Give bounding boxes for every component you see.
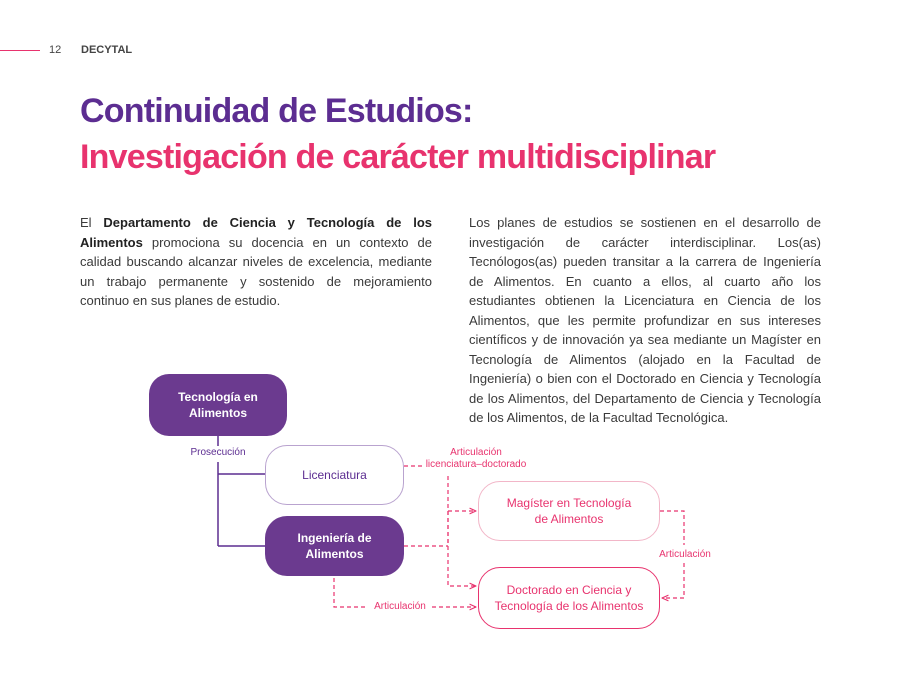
label-articulacion-right: Articulación	[659, 549, 711, 560]
page-number: 12	[49, 44, 62, 56]
label-articulacion-lic-doc	[408, 447, 544, 471]
node-ingenieria-de-alimentos	[265, 516, 404, 576]
node-magister	[478, 481, 660, 541]
brand-name: DECYTAL	[81, 44, 133, 56]
header-rule	[0, 50, 40, 51]
node-licenciatura	[265, 445, 404, 505]
node-magister-label: Magíster en Tecnología de Alimentos	[506, 496, 632, 526]
articulacion-right-line	[660, 511, 684, 545]
label-articulacion-lic-doc-line2: licenciatura–doctorado	[425, 459, 527, 470]
node-doctorado-label: Doctorado en Ciencia y Tecnología de los Alimentos	[494, 583, 644, 613]
node-ingenieria-label: Ingeniería de Alimentos	[297, 531, 372, 561]
department-name: Departamento de Ciencia y Tecnología de los Alimentos	[80, 215, 432, 250]
node-licenciatura-label: Licenciatura	[302, 468, 367, 482]
node-tecnologia-en-alimentos	[149, 374, 287, 436]
articulacion-bottom-line	[334, 578, 368, 607]
intro-paragraph	[80, 213, 432, 311]
label-articulacion-lic-doc-line1: Articulación	[450, 447, 502, 458]
node-doctorado	[478, 567, 660, 629]
page-subtitle: Investigación de carácter multidisciplinar	[80, 138, 716, 176]
label-articulacion-bottom: Articulación	[374, 601, 426, 612]
node-tecnologia-label: Tecnología en Alimentos	[178, 390, 258, 420]
study-plans-paragraph: Los planes de estudios se sostienen en el desarrollo de investigación de carácter interdisciplinar. Los(as) Tecnólogos(as) pueden transitar a la carrera de Ingeniería de Alimentos. En cuanto a ellos, al cuarto año los estudiantes obtienen la Licenciatura en Ciencia de los Alimentos, que les permite profundizar en sus intereses científicos y de innovación ya sea mediante un Magíster en Tecnología de Alimentos (alojado en la Facultad de Ingeniería) o bien con el Doctorado en Ciencia y Tecnología de los Alimentos, del Departamento de Ciencia y Tecnología de los Alimentos, de la Facultad Tecnológica.	[469, 215, 821, 425]
page-title: Continuidad de Estudios:	[80, 92, 473, 130]
intro-prefix: El	[80, 215, 104, 230]
label-prosecucion: Prosecución	[190, 447, 246, 458]
intro-text: promociona su docencia en un contexto de calidad buscando alcanzar niveles de excelencia, mediante un trabajo permanente y sostenido de mejoramiento continuo en sus planes de estudio.	[80, 234, 432, 308]
